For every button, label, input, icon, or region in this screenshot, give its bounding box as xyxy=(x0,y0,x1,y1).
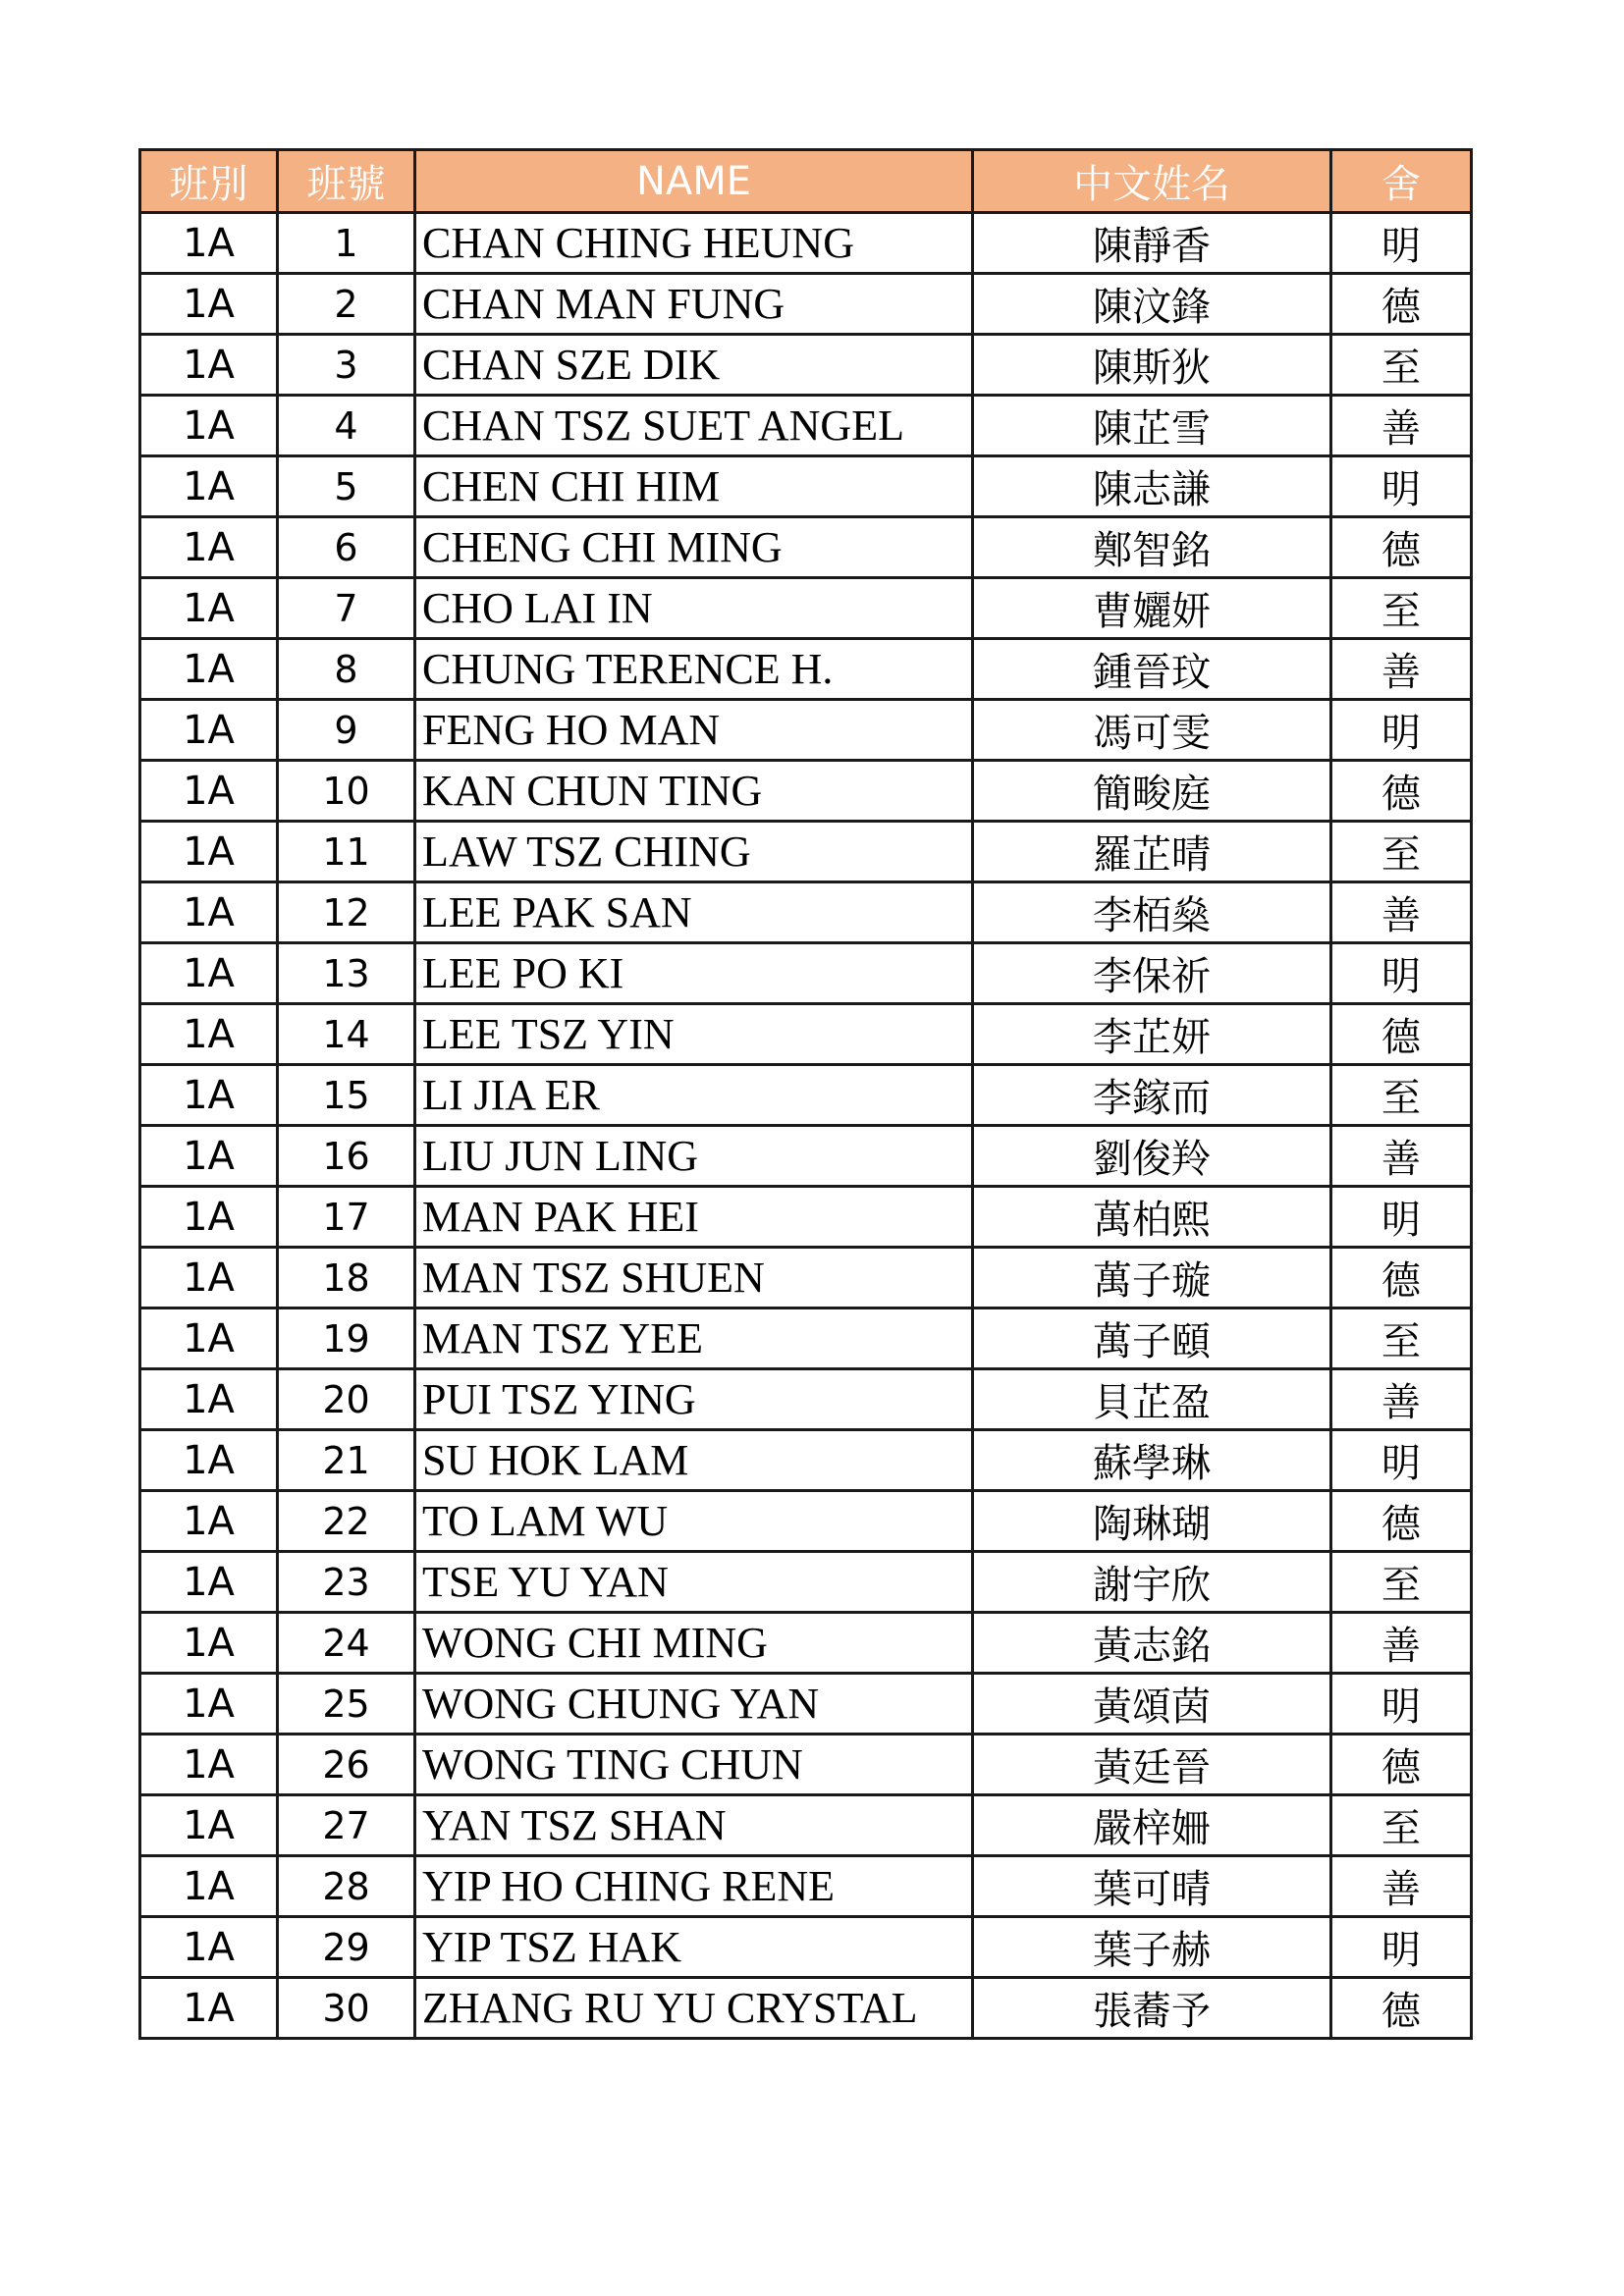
class-cell: 1A xyxy=(140,1856,278,1917)
house-cell: 明 xyxy=(1331,1430,1472,1491)
name-cell: YIP TSZ HAK xyxy=(415,1917,973,1978)
number-cell: 6 xyxy=(278,517,415,578)
house-cell: 善 xyxy=(1331,882,1472,943)
class-cell: 1A xyxy=(140,700,278,761)
name-cell: LAW TSZ CHING xyxy=(415,822,973,882)
number-cell: 9 xyxy=(278,700,415,761)
chinese-name-cell: 羅芷晴 xyxy=(973,822,1331,882)
name-cell: LI JIA ER xyxy=(415,1065,973,1126)
number-cell: 25 xyxy=(278,1674,415,1735)
number-cell: 7 xyxy=(278,578,415,639)
house-cell: 明 xyxy=(1331,1917,1472,1978)
class-cell: 1A xyxy=(140,1430,278,1491)
name-cell: YAN TSZ SHAN xyxy=(415,1795,973,1856)
class-cell: 1A xyxy=(140,517,278,578)
house-cell: 明 xyxy=(1331,1674,1472,1735)
class-cell: 1A xyxy=(140,1187,278,1248)
number-cell: 20 xyxy=(278,1369,415,1430)
table-row xyxy=(140,943,1472,1004)
house-cell: 德 xyxy=(1331,1004,1472,1065)
house-cell: 至 xyxy=(1331,1552,1472,1613)
table-row xyxy=(140,1735,1472,1795)
class-cell: 1A xyxy=(140,1065,278,1126)
table-row xyxy=(140,1187,1472,1248)
number-cell: 29 xyxy=(278,1917,415,1978)
header-class: 班別 xyxy=(140,150,278,213)
name-cell: LIU JUN LING xyxy=(415,1126,973,1187)
house-cell: 明 xyxy=(1331,700,1472,761)
chinese-name-cell: 陳斯狄 xyxy=(973,335,1331,396)
number-cell: 17 xyxy=(278,1187,415,1248)
table-row xyxy=(140,761,1472,822)
house-cell: 善 xyxy=(1331,639,1472,700)
table-row xyxy=(140,1917,1472,1978)
header-row xyxy=(140,150,1472,213)
name-cell: ZHANG RU YU CRYSTAL xyxy=(415,1978,973,2039)
table-row xyxy=(140,1491,1472,1552)
number-cell: 12 xyxy=(278,882,415,943)
class-cell: 1A xyxy=(140,943,278,1004)
number-cell: 13 xyxy=(278,943,415,1004)
house-cell: 至 xyxy=(1331,1065,1472,1126)
chinese-name-cell: 貝芷盈 xyxy=(973,1369,1331,1430)
table-row xyxy=(140,213,1472,274)
class-cell: 1A xyxy=(140,1369,278,1430)
class-cell: 1A xyxy=(140,396,278,456)
class-cell: 1A xyxy=(140,882,278,943)
number-cell: 27 xyxy=(278,1795,415,1856)
chinese-name-cell: 鄭智銘 xyxy=(973,517,1331,578)
class-cell: 1A xyxy=(140,335,278,396)
header-house: 舍 xyxy=(1331,150,1472,213)
name-cell: FENG HO MAN xyxy=(415,700,973,761)
house-cell: 明 xyxy=(1331,213,1472,274)
house-cell: 明 xyxy=(1331,1187,1472,1248)
house-cell: 德 xyxy=(1331,1248,1472,1308)
name-cell: CHAN MAN FUNG xyxy=(415,274,973,335)
number-cell: 22 xyxy=(278,1491,415,1552)
name-cell: WONG TING CHUN xyxy=(415,1735,973,1795)
number-cell: 30 xyxy=(278,1978,415,2039)
chinese-name-cell: 鍾晉玟 xyxy=(973,639,1331,700)
number-cell: 28 xyxy=(278,1856,415,1917)
house-cell: 德 xyxy=(1331,1978,1472,2039)
house-cell: 至 xyxy=(1331,822,1472,882)
roster-body xyxy=(140,213,1472,2039)
name-cell: CHAN TSZ SUET ANGEL xyxy=(415,396,973,456)
chinese-name-cell: 嚴梓姍 xyxy=(973,1795,1331,1856)
number-cell: 10 xyxy=(278,761,415,822)
house-cell: 德 xyxy=(1331,1735,1472,1795)
table-row xyxy=(140,1674,1472,1735)
chinese-name-cell: 黃廷晉 xyxy=(973,1735,1331,1795)
chinese-name-cell: 萬子頤 xyxy=(973,1308,1331,1369)
class-cell: 1A xyxy=(140,1978,278,2039)
class-roster-table xyxy=(138,148,1473,2040)
chinese-name-cell: 簡畯庭 xyxy=(973,761,1331,822)
house-cell: 德 xyxy=(1331,761,1472,822)
name-cell: CHUNG TERENCE H. xyxy=(415,639,973,700)
class-cell: 1A xyxy=(140,1004,278,1065)
house-cell: 至 xyxy=(1331,1795,1472,1856)
table-row xyxy=(140,1430,1472,1491)
number-cell: 23 xyxy=(278,1552,415,1613)
header-chinese-name: 中文姓名 xyxy=(973,150,1331,213)
name-cell: SU HOK LAM xyxy=(415,1430,973,1491)
chinese-name-cell: 陳志謙 xyxy=(973,456,1331,517)
chinese-name-cell: 陶琳瑚 xyxy=(973,1491,1331,1552)
chinese-name-cell: 蘇學琳 xyxy=(973,1430,1331,1491)
chinese-name-cell: 黃志銘 xyxy=(973,1613,1331,1674)
house-cell: 德 xyxy=(1331,517,1472,578)
chinese-name-cell: 黃頌茵 xyxy=(973,1674,1331,1735)
table-row xyxy=(140,822,1472,882)
chinese-name-cell: 李栢燊 xyxy=(973,882,1331,943)
chinese-name-cell: 陳芷雪 xyxy=(973,396,1331,456)
name-cell: MAN TSZ SHUEN xyxy=(415,1248,973,1308)
class-cell: 1A xyxy=(140,213,278,274)
number-cell: 4 xyxy=(278,396,415,456)
chinese-name-cell: 曹孋妍 xyxy=(973,578,1331,639)
header-name: NAME xyxy=(415,150,973,213)
header-number: 班號 xyxy=(278,150,415,213)
number-cell: 2 xyxy=(278,274,415,335)
table-row xyxy=(140,335,1472,396)
name-cell: CHENG CHI MING xyxy=(415,517,973,578)
class-cell: 1A xyxy=(140,1248,278,1308)
number-cell: 15 xyxy=(278,1065,415,1126)
house-cell: 明 xyxy=(1331,456,1472,517)
chinese-name-cell: 葉可晴 xyxy=(973,1856,1331,1917)
chinese-name-cell: 馮可雯 xyxy=(973,700,1331,761)
name-cell: LEE PO KI xyxy=(415,943,973,1004)
name-cell: PUI TSZ YING xyxy=(415,1369,973,1430)
table-row xyxy=(140,1369,1472,1430)
name-cell: CHO LAI IN xyxy=(415,578,973,639)
number-cell: 1 xyxy=(278,213,415,274)
table-row xyxy=(140,1856,1472,1917)
class-cell: 1A xyxy=(140,1917,278,1978)
table-row xyxy=(140,1795,1472,1856)
chinese-name-cell: 萬子璇 xyxy=(973,1248,1331,1308)
table-row xyxy=(140,1004,1472,1065)
chinese-name-cell: 陳汶鋒 xyxy=(973,274,1331,335)
number-cell: 5 xyxy=(278,456,415,517)
number-cell: 14 xyxy=(278,1004,415,1065)
house-cell: 善 xyxy=(1331,1613,1472,1674)
table-row xyxy=(140,882,1472,943)
chinese-name-cell: 張蕎予 xyxy=(973,1978,1331,2039)
table-row xyxy=(140,639,1472,700)
class-cell: 1A xyxy=(140,274,278,335)
class-cell: 1A xyxy=(140,639,278,700)
number-cell: 21 xyxy=(278,1430,415,1491)
chinese-name-cell: 李芷妍 xyxy=(973,1004,1331,1065)
table-row xyxy=(140,396,1472,456)
name-cell: KAN CHUN TING xyxy=(415,761,973,822)
number-cell: 8 xyxy=(278,639,415,700)
class-cell: 1A xyxy=(140,761,278,822)
house-cell: 善 xyxy=(1331,1856,1472,1917)
table-row xyxy=(140,456,1472,517)
table-row xyxy=(140,1613,1472,1674)
name-cell: CHAN CHING HEUNG xyxy=(415,213,973,274)
class-cell: 1A xyxy=(140,1308,278,1369)
class-cell: 1A xyxy=(140,1674,278,1735)
number-cell: 11 xyxy=(278,822,415,882)
house-cell: 德 xyxy=(1331,274,1472,335)
table-row xyxy=(140,1308,1472,1369)
number-cell: 19 xyxy=(278,1308,415,1369)
class-cell: 1A xyxy=(140,1735,278,1795)
chinese-name-cell: 萬柏熙 xyxy=(973,1187,1331,1248)
table-row xyxy=(140,274,1472,335)
table-row xyxy=(140,517,1472,578)
house-cell: 至 xyxy=(1331,578,1472,639)
chinese-name-cell: 謝宇欣 xyxy=(973,1552,1331,1613)
name-cell: WONG CHI MING xyxy=(415,1613,973,1674)
number-cell: 18 xyxy=(278,1248,415,1308)
name-cell: CHAN SZE DIK xyxy=(415,335,973,396)
table-row xyxy=(140,1552,1472,1613)
chinese-name-cell: 陳靜香 xyxy=(973,213,1331,274)
class-cell: 1A xyxy=(140,1491,278,1552)
name-cell: TO LAM WU xyxy=(415,1491,973,1552)
name-cell: MAN PAK HEI xyxy=(415,1187,973,1248)
class-cell: 1A xyxy=(140,1795,278,1856)
chinese-name-cell: 葉子赫 xyxy=(973,1917,1331,1978)
house-cell: 善 xyxy=(1331,396,1472,456)
chinese-name-cell: 劉俊羚 xyxy=(973,1126,1331,1187)
chinese-name-cell: 李鎵而 xyxy=(973,1065,1331,1126)
table-row xyxy=(140,1065,1472,1126)
number-cell: 26 xyxy=(278,1735,415,1795)
name-cell: CHEN CHI HIM xyxy=(415,456,973,517)
class-cell: 1A xyxy=(140,822,278,882)
house-cell: 善 xyxy=(1331,1126,1472,1187)
house-cell: 善 xyxy=(1331,1369,1472,1430)
name-cell: LEE TSZ YIN xyxy=(415,1004,973,1065)
table-row xyxy=(140,1248,1472,1308)
house-cell: 至 xyxy=(1331,1308,1472,1369)
class-cell: 1A xyxy=(140,1126,278,1187)
house-cell: 至 xyxy=(1331,335,1472,396)
chinese-name-cell: 李保祈 xyxy=(973,943,1331,1004)
name-cell: YIP HO CHING RENE xyxy=(415,1856,973,1917)
class-cell: 1A xyxy=(140,578,278,639)
name-cell: TSE YU YAN xyxy=(415,1552,973,1613)
table-row xyxy=(140,700,1472,761)
number-cell: 16 xyxy=(278,1126,415,1187)
class-cell: 1A xyxy=(140,1552,278,1613)
table-row xyxy=(140,578,1472,639)
class-cell: 1A xyxy=(140,456,278,517)
name-cell: MAN TSZ YEE xyxy=(415,1308,973,1369)
number-cell: 3 xyxy=(278,335,415,396)
name-cell: WONG CHUNG YAN xyxy=(415,1674,973,1735)
table-row xyxy=(140,1126,1472,1187)
roster-header xyxy=(140,150,1472,213)
name-cell: LEE PAK SAN xyxy=(415,882,973,943)
class-cell: 1A xyxy=(140,1613,278,1674)
house-cell: 德 xyxy=(1331,1491,1472,1552)
table-row xyxy=(140,1978,1472,2039)
number-cell: 24 xyxy=(278,1613,415,1674)
house-cell: 明 xyxy=(1331,943,1472,1004)
